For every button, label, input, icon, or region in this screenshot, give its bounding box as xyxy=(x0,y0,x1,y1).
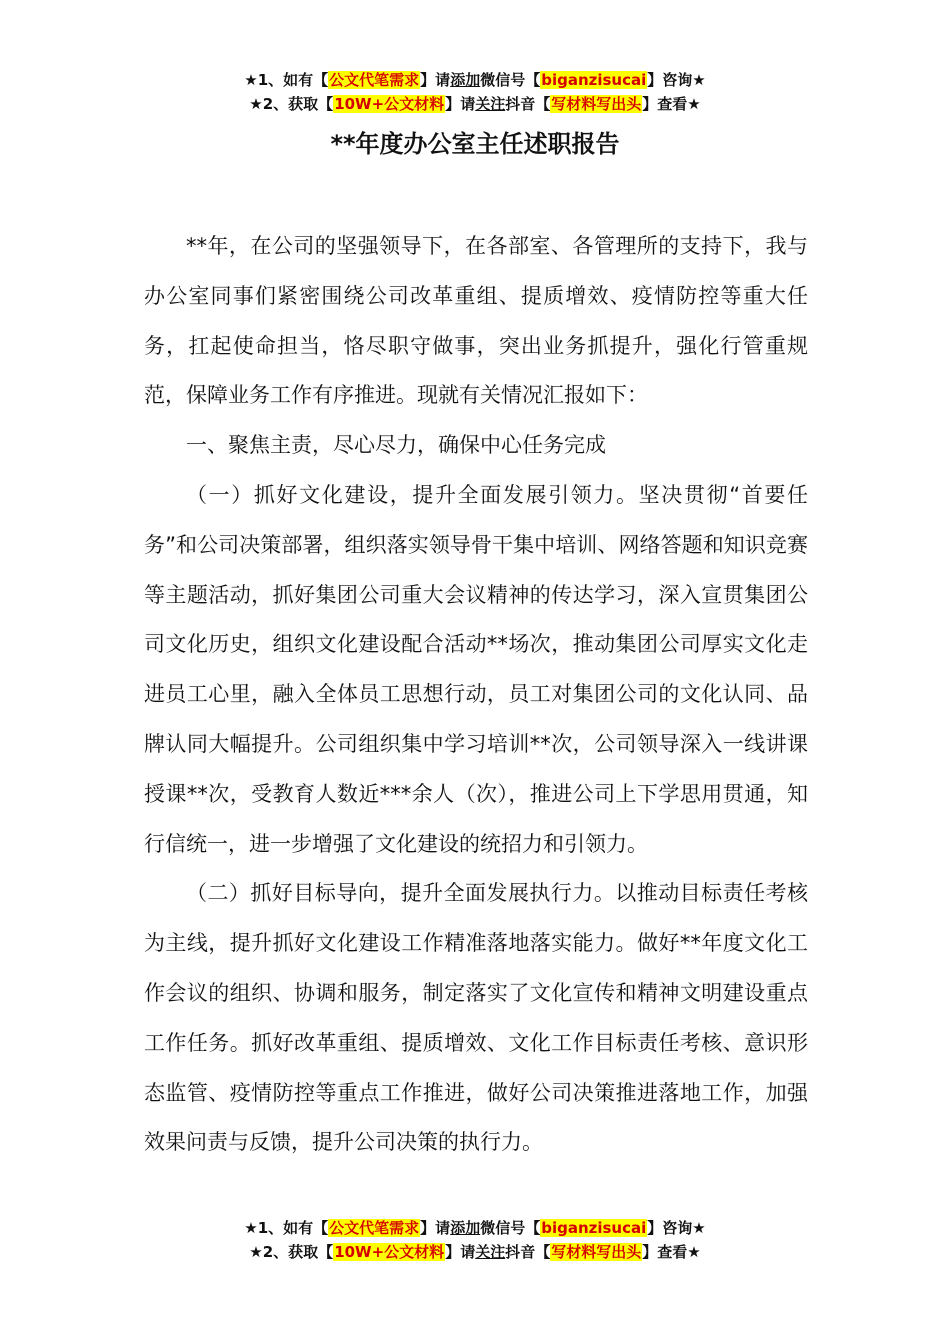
intro-paragraph: **年，在公司的坚强领导下，在各部室、各管理所的支持下，我与办公室同事们紧密围绕公司改革重组、提质增效、疫情防控等重大任务，扛起使命担当，恪尽职守做事，突出业务抓提升，强化行管重规范，保障业务工作有序推进。现就有关情况汇报如下： xyxy=(144,234,808,408)
ad-underline-add: 添加 xyxy=(450,71,481,89)
ad-line-2: ★2、获取【10W+公文材料】请关注抖音【写材料写出头】查看★ xyxy=(249,1243,701,1261)
ad-line-1: ★1、如有【公文代笔需求】请添加微信号【biganzisucai】咨询★ xyxy=(244,1219,706,1237)
footer-ad-banner xyxy=(0,1216,950,1264)
ad-highlight-materials: 10W+公文材料 xyxy=(334,95,445,113)
body-paragraph: （一）抓好文化建设，提升全面发展引领力。坚决贯彻“首要任务”和公司决策部署，组织落实领导骨干集中培训、网络答题和知识竞赛等主题活动，抓好集团公司重大会议精神的传达学习，深入宣贯集团公司文化历史，组织文化建设配合活动**场次，推动集团公司厚实文化走进员工心里，融入全体员工思想行动，员工对集团公司的文化认同、品牌认同大幅提升。公司组织集中学习培训**次，公司领导深入一线讲课授课**次，受教育人数近***余人（次），推进公司上下学思用贯通，知行信统一，进一步增强了文化建设的统招力和引领力。 xyxy=(144,482,808,856)
ad-highlight-service: 公文代笔需求 xyxy=(329,71,420,89)
document-title: **年度办公室主任述职报告 xyxy=(330,130,620,158)
ad-highlight-wechat-id: biganzisucai xyxy=(541,1219,647,1237)
ad-line-2: ★2、获取【10W+公文材料】请关注抖音【写材料写出头】查看★ xyxy=(249,95,701,113)
ad-line-1: ★1、如有【公文代笔需求】请添加微信号【biganzisucai】咨询★ xyxy=(244,71,706,89)
ad-highlight-materials: 10W+公文材料 xyxy=(334,1243,445,1261)
header-ad-banner xyxy=(0,68,950,116)
ad-underline-add: 添加 xyxy=(450,1219,481,1237)
ad-underline-follow: 关注 xyxy=(475,1243,506,1261)
ad-underline-follow: 关注 xyxy=(475,95,506,113)
section-heading: 一、聚焦主责，尽心尽力，确保中心任务完成 xyxy=(186,433,606,458)
ad-highlight-douyin: 写材料写出头 xyxy=(551,1243,642,1261)
document-body xyxy=(144,222,808,1168)
body-paragraph: （二）抓好目标导向，提升全面发展执行力。以推动目标责任考核为主线，提升抓好文化建设工作精准落地落实能力。做好**年度文化工作会议的组织、协调和服务，制定落实了文化宣传和精神文明建设重点工作任务。抓好改革重组、提质增效、文化工作目标责任考核、意识形态监管、疫情防控等重点工作推进，做好公司决策推进落地工作，加强效果问责与反馈，提升公司决策的执行力。 xyxy=(144,881,808,1155)
ad-highlight-service: 公文代笔需求 xyxy=(329,1219,420,1237)
ad-highlight-douyin: 写材料写出头 xyxy=(551,95,642,113)
ad-highlight-wechat-id: biganzisucai xyxy=(541,71,647,89)
